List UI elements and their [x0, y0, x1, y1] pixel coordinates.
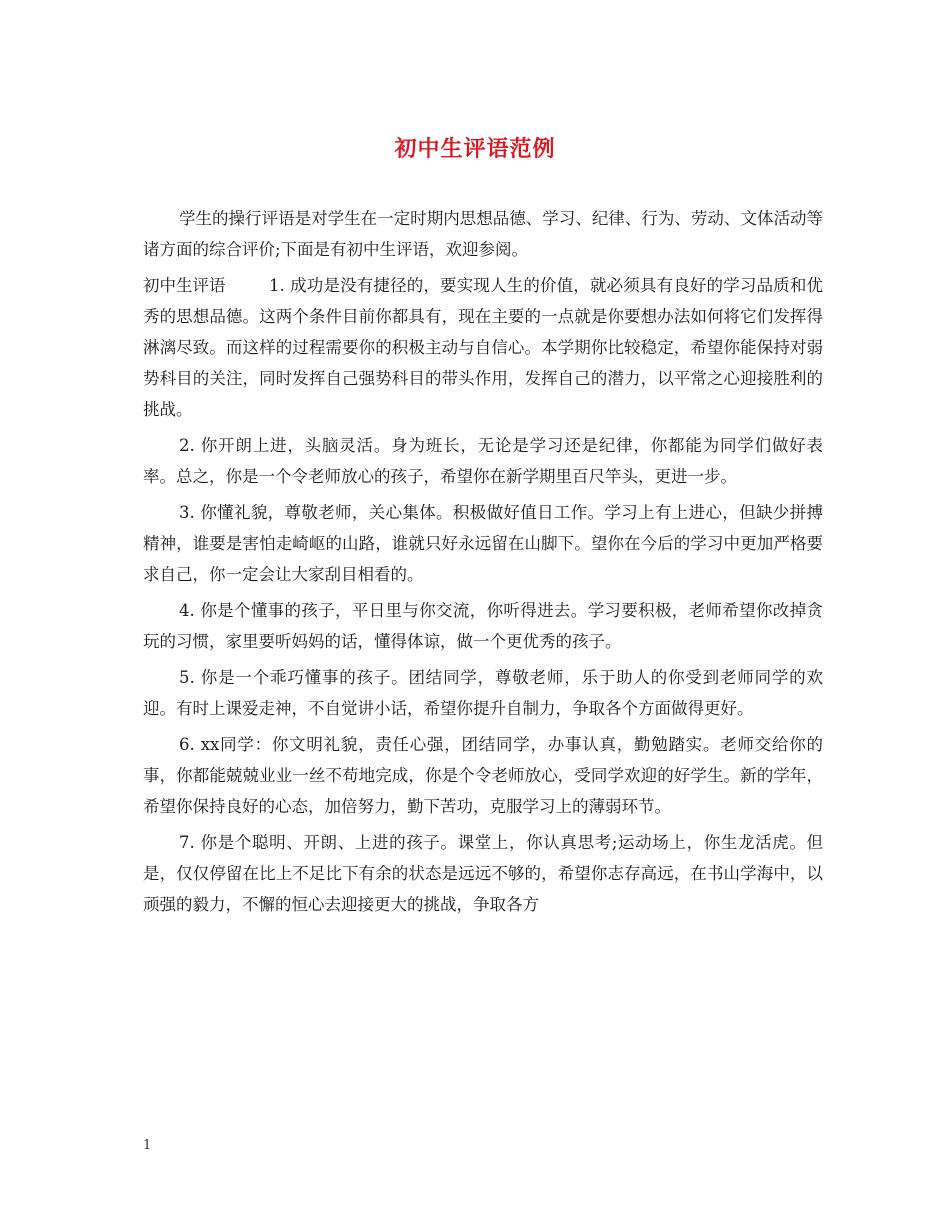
- page-number: 1: [143, 1138, 152, 1153]
- comment-item-7: 7. 你是个聪明、开朗、上进的孩子。课堂上，你认真思考;运动场上，你生龙活虎。但是，仅仅停留在比上不足比下有余的状态是远远不够的，希望你志存高远，在书山学海中，以顽强的毅力，不懈的恒心去迎接更大的挑战，争取各方: [143, 833, 823, 914]
- document-title: 初中生评语范例: [394, 136, 556, 162]
- comment-item-1: [143, 270, 823, 425]
- comment-item-3: 3. 你懂礼貌，尊敬老师，关心集体。积极做好值日工作。学习上有上进心，但缺少拼搏精神，谁要是害怕走崎岖的山路，谁就只好永远留在山脚下。望你在今后的学习中更加严格要求自己，你一定会让大家刮目相看的。: [143, 503, 823, 584]
- comment-item-1-text: 1. 成功是没有捷径的，要实现人生的价值，就必须具有良好的学习品质和优秀的思想品德。这两个条件目前你都具有，现在主要的一点就是你要想办法如何将它们发挥得淋漓尽致。而这样的过程需要你的积极主动与自信心。本学期你比较稳定，希望你能保持对弱势科目的关注，同时发挥自己强势科目的带头作用，发挥自己的潜力，以平常之心迎接胜利的挑战。: [143, 276, 823, 419]
- comment-item-6: 6. xx同学：你文明礼貌，责任心强，团结同学，办事认真，勤勉踏实。老师交给你的事，你都能兢兢业业一丝不苟地完成，你是个令老师放心，受同学欢迎的好学生。新的学年，希望你保持良好的心态，加倍努力，勤下苦功，克服学习上的薄弱环节。: [143, 735, 823, 816]
- comment-item-4: 4. 你是个懂事的孩子，平日里与你交流，你听得进去。学习要积极，老师希望你改掉贪玩的习惯，家里要听妈妈的话，懂得体谅，做一个更优秀的孩子。: [143, 601, 823, 651]
- document-body: [143, 203, 823, 925]
- comment-item-5: 5. 你是一个乖巧懂事的孩子。团结同学，尊敬老师，乐于助人的你受到老师同学的欢迎。有时上课爱走神，不自觉讲小话，希望你提升自制力，争取各个方面做得更好。: [143, 668, 823, 718]
- intro-paragraph: 学生的操行评语是对学生在一定时期内思想品德、学习、纪律、行为、劳动、文体活动等诸方面的综合评价;下面是有初中生评语，欢迎参阅。: [143, 209, 823, 259]
- comment-item-2: 2. 你开朗上进，头脑灵活。身为班长，无论是学习还是纪律，你都能为同学们做好表率。总之，你是一个令老师放心的孩子，希望你在新学期里百尺竿头，更进一步。: [143, 436, 823, 486]
- section-label: 初中生评语: [143, 276, 226, 295]
